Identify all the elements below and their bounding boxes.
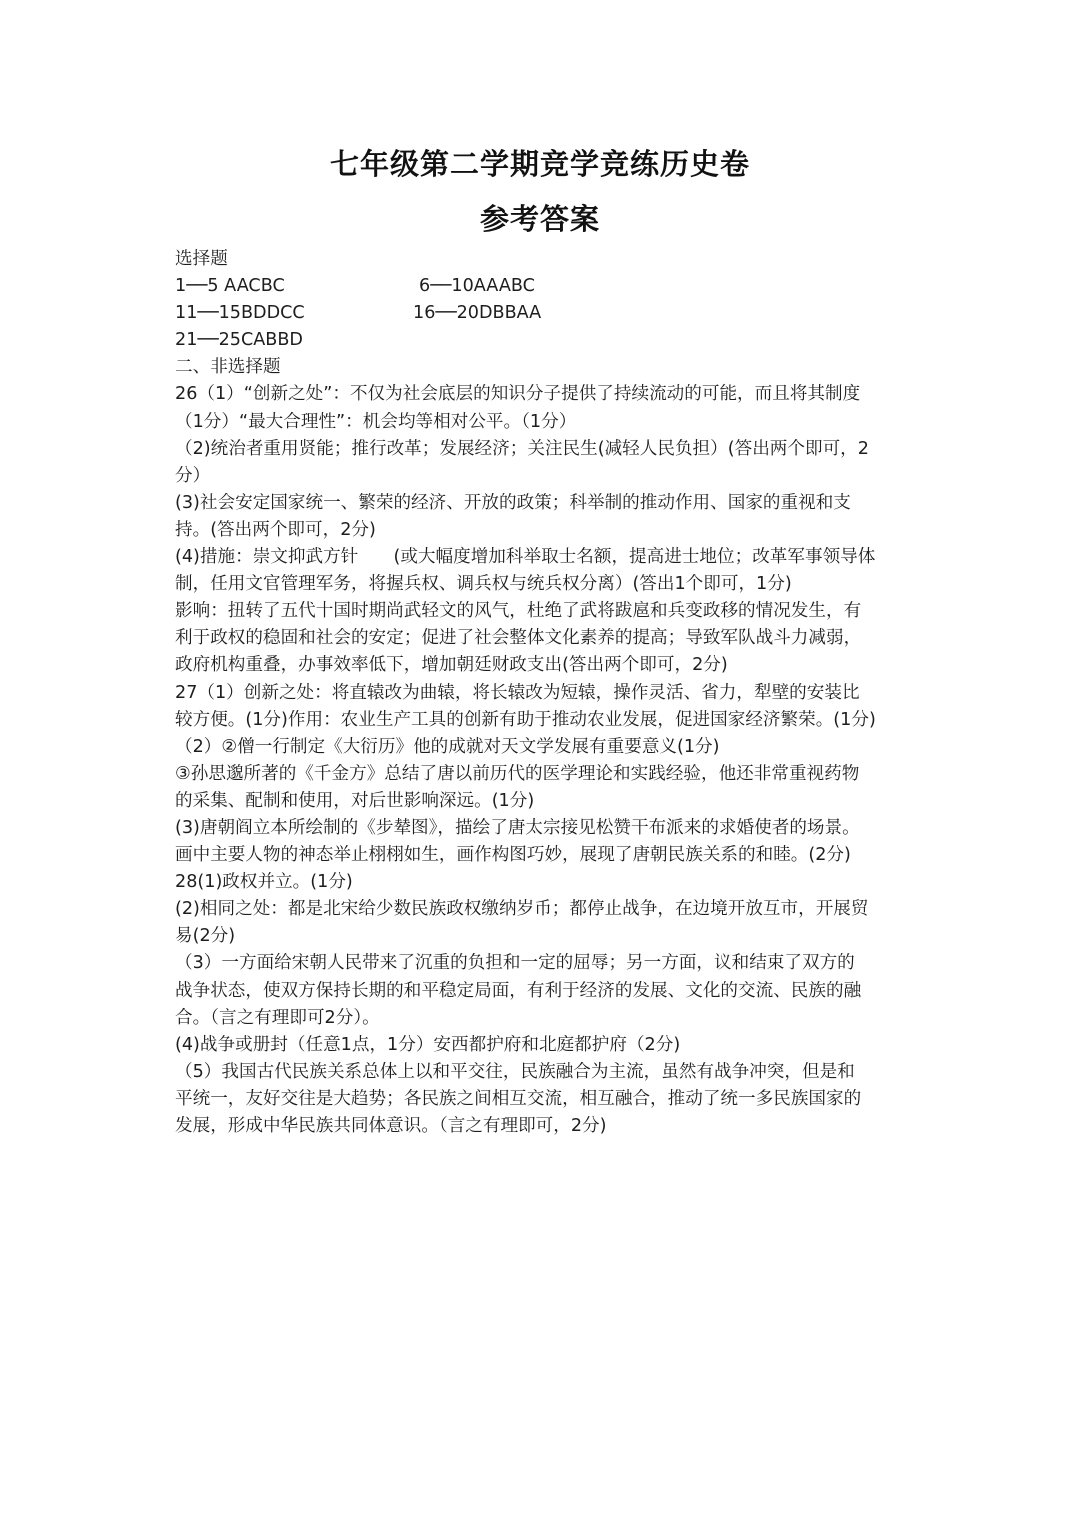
answer-text-line: 影响：扭转了五代十国时期尚武轻文的风气，杜绝了武将跋扈和兵变政移的情况发生，有 [175,601,862,622]
answer-text-line: 28(1)政权并立。(1分) [175,872,353,893]
answer-text-line: 平统一，友好交往是大趋势；各民族之间相互交流，相互融合，推动了统一多民族国家的 [175,1088,862,1109]
answer-text-line: (4)战争或册封（任意1点，1分）安西都护府和北庭都护府（2分) [175,1034,681,1055]
answer-text-line: 26（1）“创新之处”：不仅为社会底层的知识分子提供了持续流动的可能，而且将其制度 [175,384,861,405]
answer-text-line: 27（1）创新之处：将直辕改为曲辕，将长辕改为短辕，操作灵活、省力，犁壁的安装比 [175,682,860,703]
answer-text-line: 战争状态，使双方保持长期的和平稳定局面，有利于经济的发展、文化的交流、民族的融 [175,980,862,1001]
answer-text-line: 利于政权的稳固和社会的安定；促进了社会整体文化素养的提高；导致军队战斗力减弱， [175,628,862,649]
answer-text-line: ③孙思邈所著的《千金方》总结了唐以前历代的医学理论和实践经验，他还非常重视药物 [175,763,860,784]
answer-text-line: 较方便。(1分)作用：农业生产工具的创新有助于推动农业发展，促进国家经济繁荣。(1分) [175,709,876,730]
page-subtitle: 参考答案 [479,202,600,236]
answer-content [175,246,910,1140]
choice-answer-group: 1──5 AACBC [175,276,285,297]
choice-section-heading: 选择题 [175,249,228,269]
answer-text-line: 合。（言之有理即可2分）。 [175,1007,380,1028]
nonchoice-section-heading: 二、非选择题 [175,357,281,378]
answer-text-line: (4)措施：崇文抑武方针 (或大幅度增加科举取士名额，提高进士地位；改革军事领导体 [175,547,876,568]
choice-answer-group: 21──25CABBD [175,330,303,351]
choice-answer-row [175,273,910,300]
answer-text-line: （5）我国古代民族关系总体上以和平交往，民族融合为主流，虽然有战争冲突，但是和 [175,1061,855,1082]
choice-answer-group: 11──15BDDCC [175,303,305,324]
answer-text-line: 政府机构重叠，办事效率低下，增加朝廷财政支出(答出两个即可，2分) [175,655,728,676]
answer-text-line: (3)唐朝阎立本所绘制的《步辇图》，描绘了唐太宗接见松赞干布派来的求婚使者的场景。 [175,817,860,838]
answer-text-line: （3）一方面给宋朝人民带来了沉重的负担和一定的屈辱；另一方面，议和结束了双方的 [175,953,855,974]
answer-text-line: （2)统治者重用贤能；推行改革；发展经济；关注民生(减轻人民负担）(答出两个即可，2 [175,438,869,459]
answer-text-line: 画中主要人物的神态举止栩栩如生，画作构图巧妙，展现了唐朝民族关系的和睦。(2分) [175,845,851,866]
page-title: 七年级第二学期竞学竞练历史卷 [329,147,750,181]
answer-text-line: 易(2分) [175,926,236,947]
answer-text-line: （2）②僧一行制定《大衍历》他的成就对天文学发展有重要意义(1分) [175,736,720,757]
answer-text-line: （1分）“最大合理性”：机会均等相对公平。（1分） [175,411,577,432]
answer-text-line: 发展，形成中华民族共同体意识。（言之有理即可，2分) [175,1116,607,1136]
answer-text-line: (2)相同之处：都是北宋给少数民族政权缴纳岁币；都停止战争，在边境开放互市，开展贸 [175,899,869,920]
answer-text-line: 持。(答出两个即可，2分) [175,519,376,540]
answer-text-line: 制，任用文官管理军务，将握兵权、调兵权与统兵权分离）(答出1个即可，1分) [175,574,792,595]
choice-answer-row [175,300,910,327]
answer-text-line: (3)社会安定国家统一、繁荣的经济、开放的政策；科举制的推动作用、国家的重视和支 [175,492,851,513]
choice-answer-group: 6──10AAABC [419,276,535,297]
choice-answer-group: 16──20DBBAA [413,303,542,324]
answer-text-line: 的采集、配制和使用，对后世影响深远。(1分) [175,790,535,811]
choice-answer-row [175,327,910,354]
answer-text-line: 分） [175,465,211,486]
